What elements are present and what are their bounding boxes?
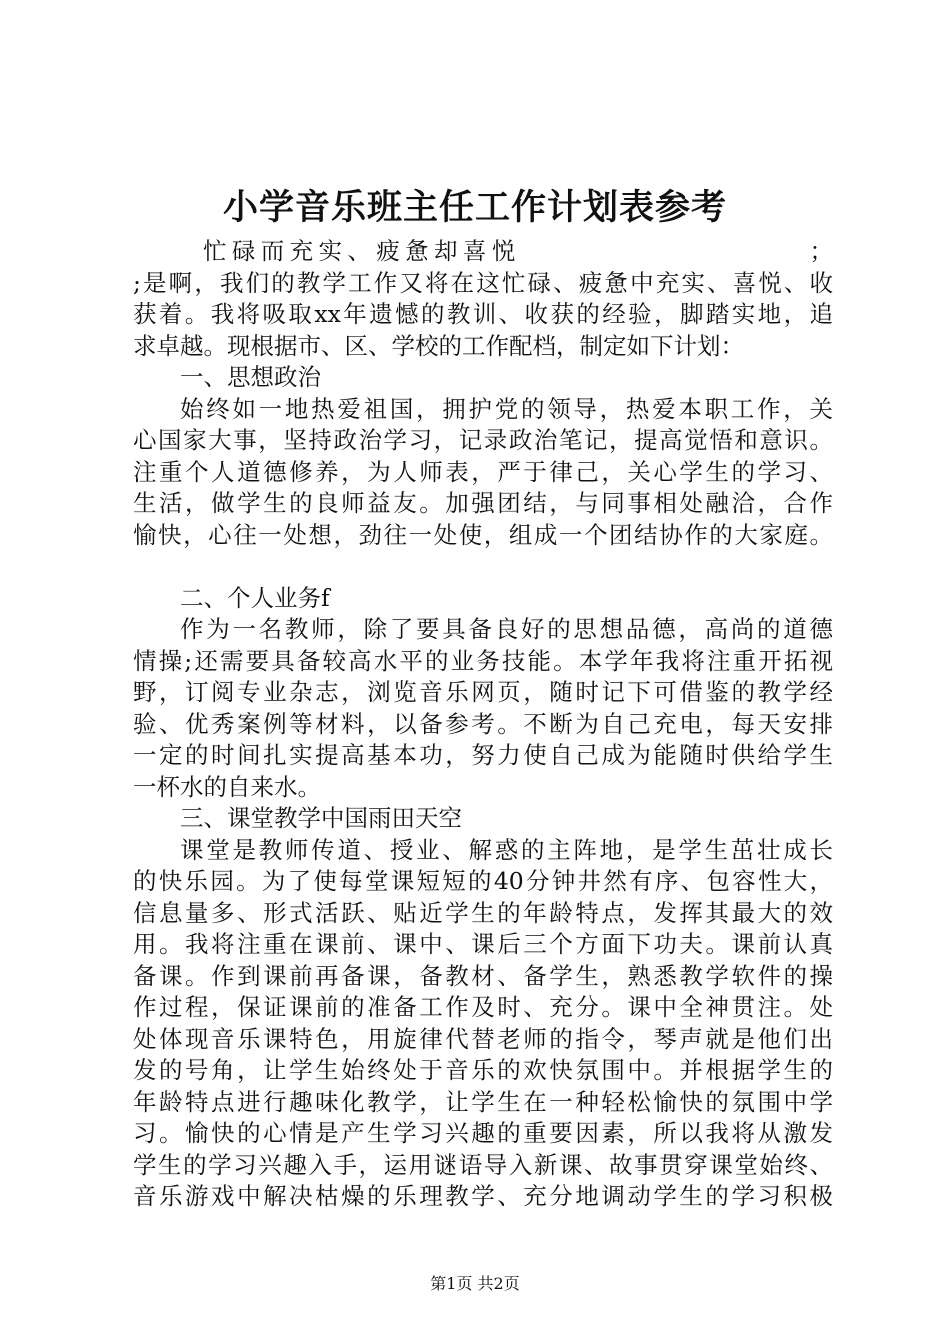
paragraph-line: 求卓越。现根据市、区、学校的工作配档，制定如下计划： — [133, 331, 744, 360]
paragraph-line: 作过程，保证课前的准备工作及时、充分。课中全神贯注。处 — [133, 993, 833, 1021]
paragraph-line: 年龄特点进行趣味化教学，让学生在一种轻松愉快的氛围中学 — [133, 1087, 833, 1116]
section-heading: 三、课堂教学中国雨田天空 — [180, 804, 462, 832]
paragraph-line: 一杯水的自来水。 — [133, 772, 321, 801]
paragraph-line: 情操;还需要具备较高水平的业务技能。本学年我将注重开拓视 — [133, 646, 833, 675]
paragraph-line: 获着。我将吸取xx年遗憾的教训、收获的经验，脚踏实地，追 — [133, 300, 833, 328]
blank-line — [133, 551, 833, 583]
paragraph-line: 愉快，心往一处想，劲往一处使，组成一个团结协作的大家庭。 — [133, 520, 833, 549]
document-body — [133, 236, 833, 1213]
section-heading: 二、个人业务f — [180, 583, 330, 612]
paragraph-line: 的快乐园。为了使每堂课短短的40分钟井然有序、包容性大， — [133, 867, 833, 895]
paragraph-line: 信息量多、形式活跃、贴近学生的年龄特点，发挥其最大的效 — [133, 898, 833, 927]
paragraph-line: 学生的学习兴趣入手，运用谜语导入新课、故事贯穿课堂始终、 — [133, 1150, 833, 1179]
paragraph-line: 用。我将注重在课前、课中、课后三个方面下功夫。课前认真 — [133, 930, 833, 958]
paragraph-line: 音乐游戏中解决枯燥的乐理教学、充分地调动学生的学习积极 — [133, 1182, 833, 1210]
paragraph-line: ;是啊，我们的教学工作又将在这忙碌、疲惫中充实、喜悦、收 — [133, 268, 833, 297]
paragraph-line: 一定的时间扎实提高基本功，努力使自己成为能随时供给学生 — [133, 741, 833, 769]
paragraph-line: 忙碌而充实、疲惫却喜悦 ； — [203, 237, 833, 265]
paragraph-line: 处体现音乐课特色，用旋律代替老师的指令，琴声就是他们出 — [133, 1024, 833, 1053]
paragraph-line: 习。愉快的心情是产生学习兴趣的重要因素，所以我将从激发 — [133, 1119, 833, 1147]
paragraph-line: 作为一名教师，除了要具备良好的思想品德，高尚的道德 — [180, 615, 833, 643]
paragraph-line: 心国家大事，坚持政治学习，记录政治笔记，提高觉悟和意识。 — [133, 426, 833, 454]
paragraph-line: 课堂是教师传道、授业、解惑的主阵地，是学生茁壮成长 — [180, 835, 833, 864]
paragraph-line: 验、优秀案例等材料，以备参考。不断为自己充电，每天安排 — [133, 709, 833, 738]
paragraph-line: 生活，做学生的良师益友。加强团结，与同事相处融洽，合作 — [133, 489, 833, 517]
paragraph-line: 野，订阅专业杂志，浏览音乐网页，随时记下可借鉴的教学经 — [133, 678, 833, 706]
paragraph-line: 始终如一地热爱祖国，拥护党的领导，热爱本职工作，关 — [180, 394, 833, 423]
paragraph-line: 备课。作到课前再备课，备教材、备学生，熟悉教学软件的操 — [133, 961, 833, 990]
paragraph-line: 注重个人道德修养，为人师表，严于律己，关心学生的学习、 — [133, 457, 833, 486]
page-footer: 第1页 共2页 — [430, 1274, 520, 1293]
paragraph-line: 发的号角，让学生始终处于音乐的欢快氛围中。并根据学生的 — [133, 1056, 833, 1084]
document-title: 小学音乐班主任工作计划表参考 — [222, 187, 727, 228]
section-heading: 一、思想政治 — [180, 363, 321, 391]
